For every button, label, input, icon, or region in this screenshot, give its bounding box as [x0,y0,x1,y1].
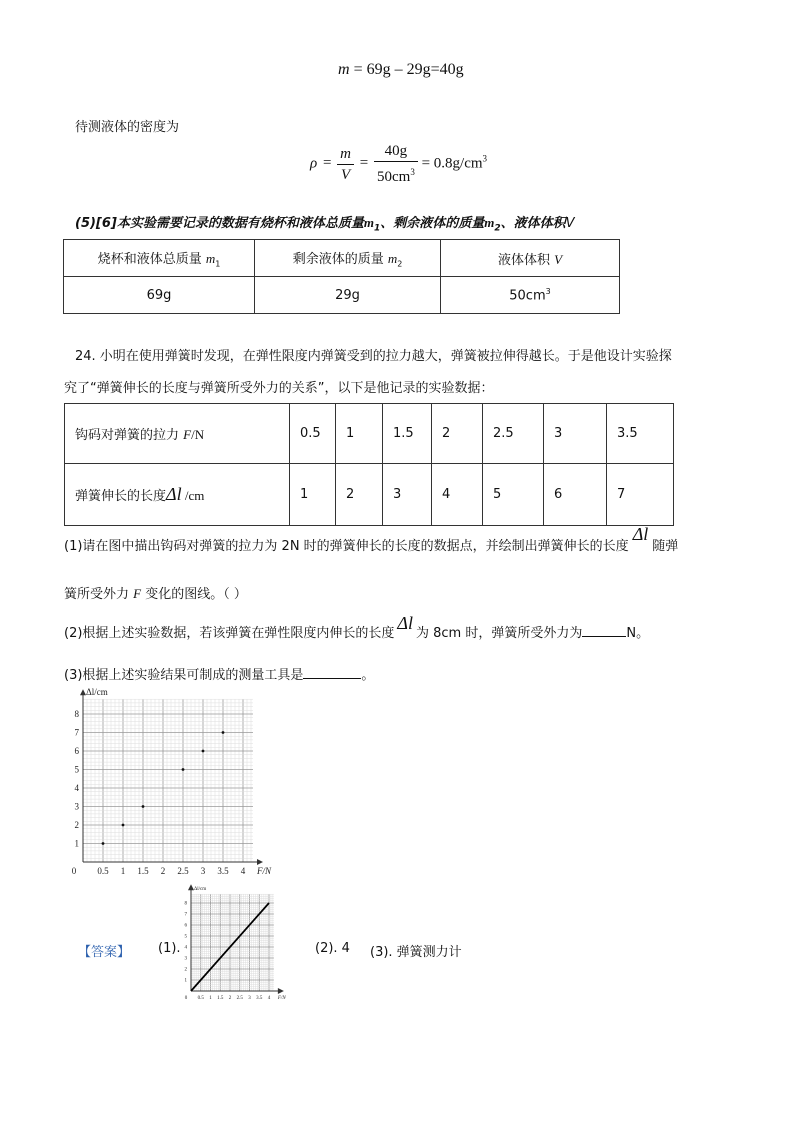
table1-value-2: 29g [255,277,441,314]
answer-part-3: (3). 弹簧测力计 [370,945,462,960]
y-axis-label: Δl/cm [194,887,207,893]
y-tick-label: 4 [184,945,187,951]
frac-m: m [337,144,354,165]
sub-question-3: (3)根据上述实验结果可制成的测量工具是 。 [64,664,374,683]
x-axis-arrow [257,859,263,865]
item-5 [75,212,575,234]
var-rho: ρ [310,155,318,172]
x-tick-label: 0 [71,866,77,876]
x-axis-label: F/N [277,996,286,1001]
sub-question-2: (2)根据上述实验数据，若该弹簧在弹性限度内伸长的长度Δl为 8cm 时，弹簧所受外力为 N。 [64,613,650,641]
density-intro: 待测液体的密度为 [75,120,180,135]
y-axis-label: Δl/cm [86,687,108,698]
y-tick-label: 4 [74,783,79,793]
fraction-values [374,141,418,187]
data-point [222,731,225,734]
x-tick-label: 1.5 [137,866,149,876]
equation-mass-body: = 69g – 29g=40g [349,61,464,78]
y-tick-label: 1 [74,838,79,849]
sub-question-1-cont: 簧所受外力 F 变化的图线。（ ） [64,586,247,602]
x-tick-label: 4 [267,996,271,1001]
x-tick-label: 1 [120,866,126,876]
y-tick-label: 1 [184,978,187,984]
item-5-m1: m [363,215,374,230]
data-table-spring [64,403,674,526]
item-5-v: V [565,216,575,231]
answer-tag: 【答案】 [78,945,131,960]
var-m: m [338,61,350,78]
x-tick-label: 3 [248,996,251,1001]
y-tick-label: 5 [184,934,187,940]
x-tick-label: 2 [228,996,232,1001]
y-tick-label: 6 [74,746,79,756]
x-tick-label: 2 [160,866,166,876]
y-tick-label: 3 [74,801,79,812]
y-tick-label: 8 [74,709,79,719]
sub1-delta-l: Δl [632,524,649,544]
table1-header-3: 液体体积 V [441,240,620,277]
table2-f-1: 0.5 [290,404,336,464]
x-tick-label: 0.5 [197,996,204,1001]
table2-f-2: 1 [336,404,383,464]
y-tick-label: 8 [184,901,187,907]
table2-dl-4: 4 [432,464,483,526]
frac-v: V [341,166,351,183]
table2-f-7: 3.5 [607,404,674,464]
table2-f-5: 2.5 [483,404,544,464]
table1-value-3: $50cm^3$ [441,277,620,314]
table2-f-3: 1.5 [383,404,432,464]
q24-line2: 究了“弹簧伸长的长度与弹簧所受外力的关系”，以下是他记录的实验数据： [64,381,494,396]
graph-answer [180,886,296,1004]
table2-f-6: 3 [544,404,607,464]
table2-dl-5: 5 [483,464,544,526]
item-5-m2-sub: 2 [494,223,501,234]
y-tick-label: 5 [74,764,79,775]
y-tick-label: 7 [74,727,79,738]
answer-blank-3[interactable] [303,664,361,679]
data-point [202,750,205,753]
data-point [122,824,125,827]
frac-den-exp: 3 [410,167,415,177]
data-table-liquid [63,239,620,314]
density-result: = 0.8g/cm [421,155,483,172]
y-tick-label: 6 [184,923,187,929]
x-tick-label: 0 [184,996,188,1001]
table2-dl-2: 2 [336,464,383,526]
table2-row1-label: 钩码对弹簧的拉力 F/N [65,404,290,464]
sub-question-1: (1)请在图中描出钩码对弹簧的拉力为 2N 时的弹簧伸长的长度的数据点，并绘制出弹簧伸长的长度Δl随弹 [64,524,679,554]
item-5-sep1: 、剩余液体的质量 [380,216,485,231]
y-tick-label: 7 [184,912,187,918]
x-tick-label: 4 [240,866,246,876]
equation-density: ρ = $\frac{m}{V}$ = $\frac{40g}{50cm^3}$ = $0.8g/cm^3$ [310,143,488,185]
fraction-m-over-v [337,144,354,185]
answer-part-2: (2). 4 [315,941,350,956]
data-point [142,805,145,808]
frac-num: 40g [374,141,418,162]
item-5-m2: m [484,215,495,230]
answer-blank-2[interactable] [582,622,626,637]
x-axis-label: F/N [257,866,272,876]
y-tick-label: 2 [184,967,187,973]
sub2-delta-l: Δl [397,613,413,633]
table2-dl-6: 6 [544,464,607,526]
y-tick-label: 3 [184,956,187,962]
table1-value-1: 69g [64,277,255,314]
x-tick-label: 2.5 [236,996,243,1001]
y-tick-label: 2 [74,820,79,830]
table2-dl-1: 1 [290,464,336,526]
item-5-prefix: (5)[6]本实验需要记录的数据有烧杯和液体总质量 [75,216,364,231]
x-tick-label: 1 [209,996,212,1001]
x-tick-label: 3.5 [217,866,229,876]
table2-row2-label: 弹簧伸长的长度Δl /cm [65,464,290,526]
q24-line1: 24. 小明在使用弹簧时发现，在弹性限度内弹簧受到的拉力越大，弹簧被拉伸得越长。于是他设计实验探 [75,349,672,364]
graph-scatter [62,686,272,881]
x-axis-arrow [278,988,284,994]
equation-mass [338,61,464,79]
x-tick-label: 3 [200,866,206,876]
data-point [102,842,105,845]
table1-header-1: 烧杯和液体总质量 $m_1$ [64,240,255,277]
item-5-sep2: 、液体体积 [500,216,566,231]
answer-part-1: (1). [158,941,181,956]
x-tick-label: 3.5 [256,996,263,1001]
table1-header-2: 剩余液体的质量 $m_2$ [255,240,441,277]
table2-dl-7: 7 [607,464,674,526]
table2-dl-3: 3 [383,464,432,526]
data-point [182,768,185,771]
item-5-m1-sub: 1 [373,223,381,234]
density-result-exp: 3 [482,153,488,164]
table2-f-4: 2 [432,404,483,464]
x-tick-label: 1.5 [217,996,224,1001]
frac-den: 50cm [376,169,411,185]
x-tick-label: 2.5 [177,866,189,876]
x-tick-label: 0.5 [97,866,109,876]
